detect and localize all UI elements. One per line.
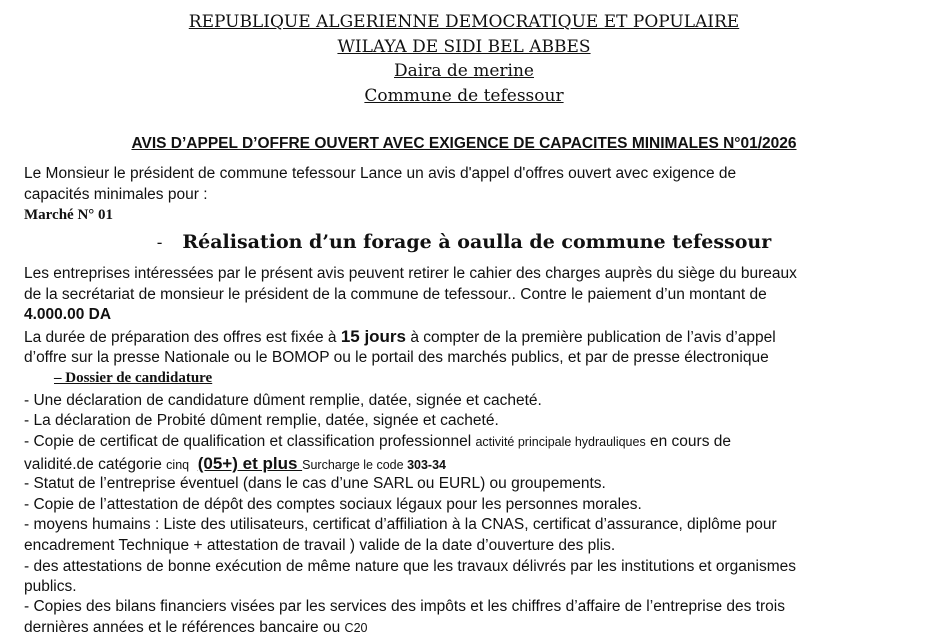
item-certificat-activite: activité principale hydrauliques: [475, 435, 646, 449]
item-categorie-label: validité.de catégorie: [24, 456, 167, 473]
item-bilans-2: [24, 619, 914, 637]
item-declaration-candidature: - Une déclaration de candidature dûment remplie, datée, signée et cacheté.: [24, 392, 542, 409]
notice-title: AVIS D’APPEL D’OFFRE OUVERT AVEC EXIGENCE DE CAPACITES MINIMALES N°01/2026: [131, 135, 797, 152]
duree-days: 15 jours: [340, 327, 407, 346]
item-attestations-1: - des attestations de bonne exécution de même nature que les travaux délivrés par les institutions et organismes: [24, 558, 796, 575]
duree-part-1: La durée de préparation des offres est fixée à: [24, 329, 341, 346]
header-wilaya: WILAYA DE SIDI BEL ABBES: [337, 37, 591, 57]
item-certificat-line-2: [24, 454, 914, 474]
item-statut: - Statut de l’entreprise éventuel (dans le cas d’une SARL ou EURL) ou groupements.: [24, 475, 606, 492]
header-republic: REPUBLIQUE ALGERIENNE DEMOCRATIQUE ET POPULAIRE: [188, 12, 740, 32]
item-certificat-cours: en cours de: [645, 433, 732, 450]
project-title: Réalisation d’un forage à oaulla de commune tefessour: [182, 231, 772, 253]
intro-line-1: Le Monsieur le président de commune tefessour Lance un avis d'appel d'offres ouvert avec exigence de: [24, 165, 737, 182]
item-moyens-humains-1: - moyens humains : Liste des utilisateurs, certificat d’affiliation à la CNAS, certificat d’assurance, diplôme pour: [24, 516, 777, 533]
duree-line-1: [24, 327, 914, 347]
item-bilans-text: dernières années et le références bancaire ou: [24, 619, 345, 636]
item-surcharge-code: 303-34: [407, 458, 446, 472]
project-dash: -: [156, 233, 163, 252]
duree-part-2: à compter de la première publication de l’avis d’appel: [406, 329, 776, 346]
header-commune: Commune de tefessour: [364, 86, 564, 106]
item-bilans-1: - Copies des bilans financiers visées par les services des impôts et les chiffres d’affaire de l’entreprise des trois: [24, 598, 785, 615]
item-attestations-2: publics.: [24, 578, 77, 595]
item-certificat-text: - Copie de certificat de qualification et classification professionnel: [24, 433, 476, 450]
duree-line-2: d’offre sur la presse Nationale ou le BOMOP ou le portail des marchés publics, et par de presse électronique: [24, 349, 769, 366]
marche-number: Marché N° 01: [24, 207, 114, 223]
item-comptes-sociaux: - Copie de l’attestation de dépôt des comptes sociaux légaux pour les personnes morales.: [24, 496, 642, 513]
retrait-amount: 4.000.00 DA: [24, 306, 112, 323]
item-moyens-humains-2: encadrement Technique + attestation de travail ) valide de la date d’ouverture des plis.: [24, 537, 616, 554]
item-surcharge-label: Surcharge le code: [302, 458, 408, 472]
item-categorie-cinq: cinq: [166, 458, 190, 472]
project-title-line: [0, 231, 928, 253]
item-bilans-c20: C20: [344, 621, 368, 635]
intro-line-2: capacités minimales pour :: [24, 186, 208, 203]
item-declaration-probite: - La déclaration de Probité dûment remplie, datée, signée et cacheté.: [24, 412, 499, 429]
header-daira: Daira de merine: [394, 61, 534, 81]
item-certificat-line-1: [24, 433, 914, 451]
retrait-line-2: de la secrétariat de monsieur le président de la commune de tefessour.. Contre le paiement d’un montant de: [24, 286, 767, 303]
retrait-line-1: Les entreprises intéressées par le présent avis peuvent retirer le cahier des charges auprès du siège du bureaux: [24, 265, 797, 282]
item-categorie-plus: (05+) et plus: [197, 454, 303, 473]
dossier-title: – Dossier de candidature: [54, 370, 213, 386]
